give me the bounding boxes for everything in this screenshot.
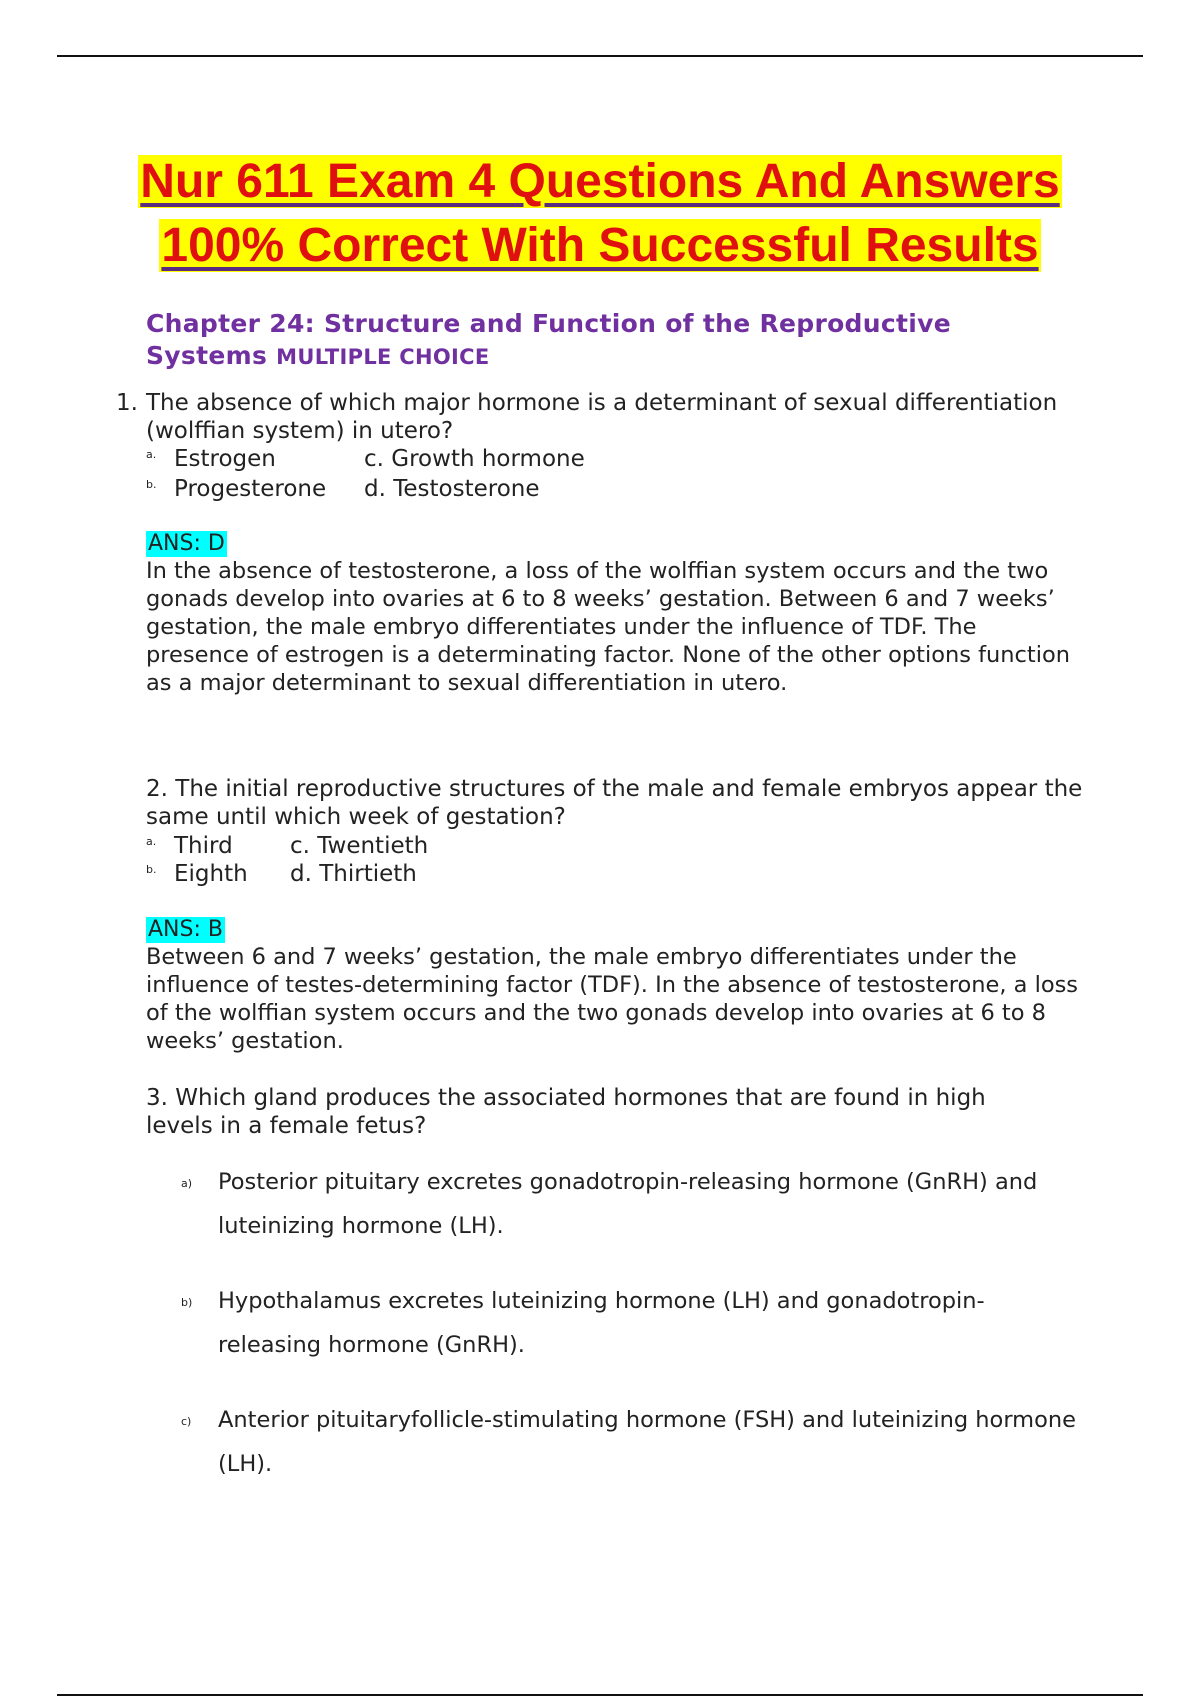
- question-text: The initial reproductive structures of the male and female embryos appear the same until which week of gestation?: [146, 776, 1083, 830]
- question-2-explanation: Between 6 and 7 weeks’ gestation, the male embryo differentiates under the influence of testes-determining factor (TDF). In the absence of testosterone, a loss of the wolffian system occurs and the two gonads develop into ovaries at 6 to 8 weeks’ gestation.: [146, 944, 1079, 1054]
- option-d: d. Testosterone: [364, 476, 540, 502]
- question-number: 3.: [146, 1085, 168, 1111]
- option-a: a) Posterior pituitary excretes gonadotropin-releasing hormone (GnRH) and luteinizing hormone (LH).: [181, 1169, 1038, 1239]
- option-b: b. Progesterone: [146, 476, 327, 502]
- title-line-2: 100% Correct With Successful Results: [161, 219, 1039, 272]
- question-2-stem: [146, 775, 1086, 831]
- answer-badge: ANS: B: [148, 917, 223, 942]
- question-number: 1.: [116, 390, 138, 416]
- question-1-explanation: In the absence of testosterone, a loss of the wolffian system occurs and the two gonads develop into ovaries at 6 to 8 weeks’ gestation. Between 6 and 7 weeks’ gestation, the male embryo differentiates under the influence of TDF. The presence of estrogen is a determinating factor. None of the other options function as a major determinant to sexual differentiation in utero.: [146, 558, 1071, 696]
- answer-badge: ANS: D: [148, 531, 225, 556]
- option-c: c. Growth hormone: [364, 446, 585, 472]
- question-1-stem: [116, 389, 1086, 445]
- option-b: b. Eighth: [146, 861, 248, 887]
- section-label: MULTIPLE CHOICE: [276, 345, 490, 369]
- title-line-1: Nur 611 Exam 4 Questions And Answers: [140, 155, 1060, 208]
- chapter-heading: [146, 308, 1046, 373]
- bottom-rule: [57, 1694, 1143, 1696]
- question-text: Which gland produces the associated hormones that are found in high levels in a female fetus?: [146, 1085, 986, 1139]
- option-a: a. Third: [146, 833, 233, 859]
- option-c: c. Twentieth: [290, 833, 429, 859]
- top-rule: [57, 55, 1143, 57]
- option-c: c) Anterior pituitaryfollicle-stimulating hormone (FSH) and luteinizing hormone (LH).: [181, 1407, 1076, 1477]
- option-a: a. Estrogen: [146, 446, 276, 472]
- question-number: 2.: [146, 776, 168, 802]
- chapter-title: Chapter 24: Structure and Function of the Reproductive Systems: [146, 309, 951, 370]
- question-3-stem: [146, 1084, 1006, 1140]
- question-text: The absence of which major hormone is a determinant of sexual differentiation (wolffian system) in utero?: [146, 390, 1058, 444]
- document-title: [0, 150, 1200, 278]
- option-d: d. Thirtieth: [290, 861, 417, 887]
- option-b: b) Hypothalamus excretes luteinizing hormone (LH) and gonadotropin-releasing hormone (GnRH).: [181, 1288, 985, 1358]
